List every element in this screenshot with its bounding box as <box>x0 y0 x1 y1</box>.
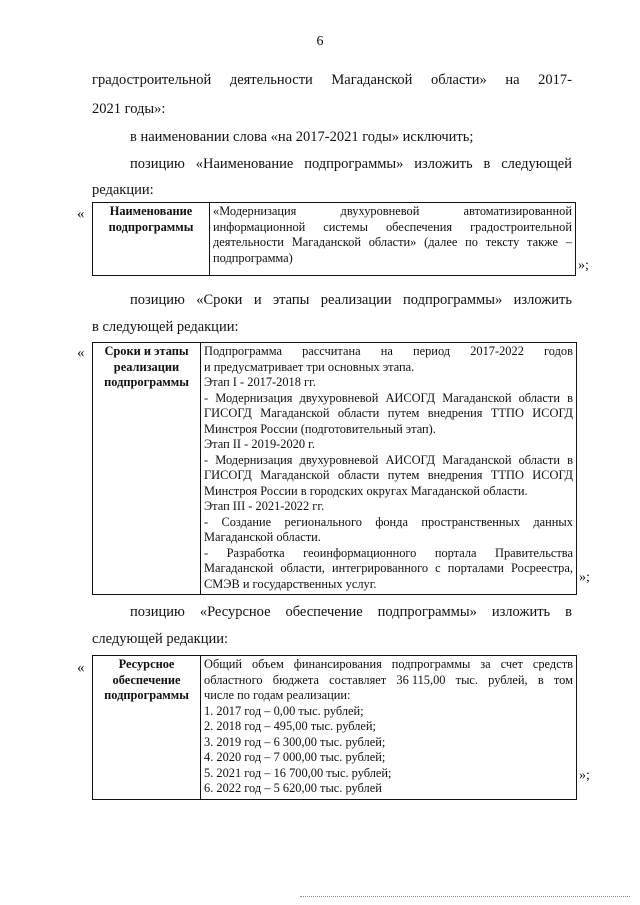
table-label-line: Ресурсное <box>118 657 175 671</box>
word: области <box>337 406 380 420</box>
word: Росреестра, <box>511 561 573 575</box>
word: областного <box>204 672 263 687</box>
close-mark-3: »; <box>579 768 590 783</box>
open-quote-3: « <box>77 660 85 676</box>
word: фонда <box>375 514 408 529</box>
table-text-line: подпрограмма) <box>213 250 293 265</box>
word: 2017-2022 <box>470 344 524 358</box>
word: средств <box>532 657 573 671</box>
word: Магаданской <box>204 561 274 575</box>
word: ИСОГД <box>532 406 573 420</box>
word: ТТПО <box>490 406 524 420</box>
para3-line-1 <box>130 602 572 622</box>
word: «Ресурсное <box>199 604 271 620</box>
table-text-line: 6. 2022 год – 5 620,00 тыс. рублей <box>204 781 382 795</box>
word: области <box>518 452 560 467</box>
table-text-line: 2. 2018 год – 495,00 тыс. рублей; <box>204 719 376 733</box>
table-text-line <box>213 220 572 236</box>
table-label-line: подпрограммы <box>104 375 189 389</box>
word: рублей, <box>488 672 528 687</box>
word: на <box>380 344 393 358</box>
word: в <box>565 604 572 620</box>
word: «Модернизация <box>213 204 297 218</box>
word: геоинформационного <box>303 545 417 560</box>
word: Общий <box>204 657 243 671</box>
table-label-line: подпрограммы <box>108 219 194 234</box>
word: подпрограммы» <box>304 156 404 172</box>
word: Модернизация <box>215 390 293 405</box>
word: области <box>337 468 380 482</box>
word: ТТПО <box>490 468 524 482</box>
word: области <box>518 390 560 405</box>
word: 36 115,00 <box>396 672 446 687</box>
intro-line-1 <box>92 70 572 90</box>
word: реализации <box>320 292 392 308</box>
intro-line-2: 2021 годы»: <box>92 101 166 117</box>
word: обеспечение <box>285 604 363 620</box>
word: Подпрограмма <box>204 344 282 358</box>
word: за <box>480 657 491 671</box>
word: двухуровневой <box>299 390 379 405</box>
table-label-line: подпрограммы <box>104 688 189 702</box>
word: рассчитана <box>302 344 361 358</box>
word: ИСОГД <box>532 468 573 482</box>
intro-line-5: редакции: <box>92 182 154 198</box>
word: изложить <box>513 292 572 308</box>
word: по <box>465 235 478 249</box>
word: в <box>537 672 544 687</box>
word: 2017- <box>538 72 572 88</box>
table-text-line <box>204 657 573 673</box>
word: Магаданской <box>331 72 413 88</box>
table-text-line <box>204 391 573 407</box>
word: «Наименование <box>195 156 294 172</box>
para3-line-2: следующей редакции: <box>92 631 229 647</box>
table-text-line <box>204 673 573 689</box>
word: следующей <box>501 156 572 172</box>
intro-line-4 <box>130 154 572 174</box>
table-label-line: реализации <box>113 359 180 374</box>
word: подпрограммы <box>391 657 471 671</box>
word: подпрограммы» <box>377 604 477 620</box>
word: годов <box>544 344 573 358</box>
word: - <box>204 545 209 560</box>
word: порталами <box>447 561 504 575</box>
word: в <box>567 390 573 405</box>
word: тексту <box>485 235 520 249</box>
word: Модернизация <box>215 452 293 467</box>
para2-line-1 <box>130 290 572 310</box>
word: Создание <box>221 514 272 529</box>
word: интегрированного <box>331 561 429 575</box>
word: информационной <box>213 219 306 234</box>
word: портала <box>434 545 477 560</box>
word: Магаданской <box>260 406 330 420</box>
word: также <box>527 235 559 249</box>
close-mark-2: »; <box>579 570 590 585</box>
table-text-line <box>204 453 573 469</box>
word: период <box>412 344 451 358</box>
word: обеспечения <box>385 219 453 234</box>
table-text-line: 5. 2021 год – 16 700,00 тыс. рублей; <box>204 765 392 780</box>
word: с <box>435 561 441 575</box>
table-text-line: Магаданской области. <box>204 530 321 544</box>
word: путем <box>387 468 420 482</box>
word: изложить <box>491 604 551 620</box>
word: данных <box>533 514 573 529</box>
word: системы <box>323 219 368 234</box>
word: двухуровневой <box>299 452 379 467</box>
table-text-line <box>213 204 572 220</box>
table-text-line <box>204 561 573 577</box>
table3-label <box>93 656 201 800</box>
table1-label <box>93 203 210 276</box>
word: АИСОГД <box>385 390 436 405</box>
word: объем <box>251 657 284 671</box>
table-text-line: 3. 2019 год – 6 300,00 тыс. рублей; <box>204 734 386 749</box>
word: том <box>553 672 573 687</box>
word: области, <box>280 561 325 575</box>
word: (далее <box>424 235 458 249</box>
word: изложить <box>414 156 473 172</box>
word: на <box>505 72 520 88</box>
table3-text <box>201 656 577 800</box>
table2-label <box>93 343 201 595</box>
word: счет <box>500 657 523 671</box>
word: градостроительной <box>92 72 212 88</box>
word: позицию <box>130 156 185 172</box>
word: - <box>204 390 209 405</box>
close-mark-1: »; <box>578 258 589 273</box>
table-text-line: и предусматривает три основных этапа. <box>204 359 415 374</box>
word: позицию <box>130 292 185 308</box>
word: «Сроки <box>196 292 243 308</box>
word: позицию <box>130 604 185 620</box>
word: путем <box>387 406 420 420</box>
table-text-line: 4. 2020 год – 7 000,00 тыс. рублей; <box>204 750 386 764</box>
word: регионального <box>284 514 362 529</box>
word: финансирования <box>293 657 382 671</box>
word: в <box>567 452 573 467</box>
table-text-line <box>204 468 573 484</box>
table-text-line: Минстроя России в городских округах Магаданской области. <box>204 483 528 498</box>
table-text-line <box>204 515 573 531</box>
word: пространственных <box>421 514 521 529</box>
word: автоматизированной <box>463 204 572 218</box>
word: внедрения <box>427 468 483 482</box>
terms-stages-table <box>92 342 577 595</box>
table-label-line: Наименование <box>109 204 193 218</box>
table-text-line: числе по годам реализации: <box>204 688 351 702</box>
word: внедрения <box>427 406 483 420</box>
table-text-line <box>204 344 573 360</box>
table2-text <box>201 343 577 595</box>
table-text-line <box>213 235 572 251</box>
word: Правительства <box>495 545 573 560</box>
table-label-line: обеспечение <box>112 672 181 687</box>
word: области» <box>431 72 487 88</box>
word: - <box>204 452 209 467</box>
table-text-line <box>204 406 573 422</box>
word: двухуровневой <box>340 204 420 218</box>
table-text-line: СМЭВ и государственных услуг. <box>204 576 377 591</box>
open-quote-1: « <box>77 206 85 222</box>
word: - <box>204 514 209 529</box>
word: подпрограммы» <box>403 292 503 308</box>
word: в <box>483 156 491 172</box>
table-text-line: Минстроя России (подготовительный этап). <box>204 421 436 436</box>
word: бюджета <box>272 672 319 687</box>
para2-line-2: в следующей редакции: <box>92 319 239 335</box>
resource-support-table <box>92 655 577 800</box>
word: градостроительной <box>470 219 572 234</box>
word: – <box>565 235 572 249</box>
word: деятельности <box>213 235 284 249</box>
word: АИСОГД <box>385 452 436 467</box>
intro-line-3: в наименовании слова «на 2017-2021 годы» исключить; <box>130 129 474 145</box>
footer-dotted-line <box>300 896 630 897</box>
table-text-line <box>204 546 573 562</box>
word: Разработка <box>226 545 285 560</box>
page-number: 6 <box>316 34 324 49</box>
word: Магаданской <box>442 390 512 405</box>
table-text-line: Этап I - 2017-2018 гг. <box>204 375 316 389</box>
word: этапы <box>272 292 310 308</box>
word: тыс. <box>455 672 478 687</box>
word: Магаданской <box>260 468 330 482</box>
word: деятельности <box>229 72 313 88</box>
word: ГИСОГД <box>204 468 252 482</box>
word: ГИСОГД <box>204 406 252 420</box>
table-text-line: Этап III - 2021-2022 гг. <box>204 499 325 513</box>
subprogram-name-table <box>92 202 576 276</box>
word: и <box>253 292 262 308</box>
word: Магаданской <box>291 235 361 249</box>
word: составляет <box>329 672 387 687</box>
table-label-line: Сроки и этапы <box>104 344 189 358</box>
word: Магаданской <box>442 452 512 467</box>
open-quote-2: « <box>77 345 85 361</box>
table-text-line: Этап II - 2019-2020 г. <box>204 437 315 451</box>
word: области» <box>368 235 417 249</box>
table-text-line: 1. 2017 год – 0,00 тыс. рублей; <box>204 703 364 718</box>
table1-text <box>210 203 576 276</box>
